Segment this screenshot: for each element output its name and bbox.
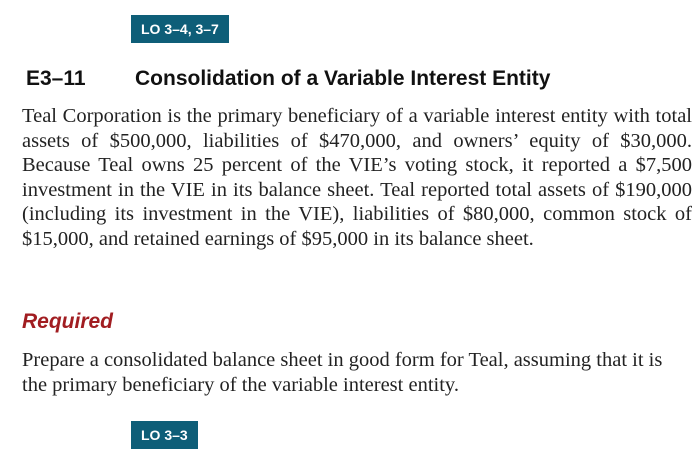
exercise-heading <box>26 66 550 92</box>
next-learning-objective-badge: LO 3–3 <box>131 421 198 449</box>
exercise-number: E3–11 <box>26 67 86 90</box>
exercise-body: Teal Corporation is the primary beneficiary of a variable interest entity with total assets of $500,000, liabilities of $470,000, and owners’ equity of $30,000. Because Teal owns 25 percent of the VIE’s voting stock, it reported a $7,500 investment in the VIE in its balance sheet. Teal reported total assets of $190,000 (including its investment in the VIE), liabilities of $80,000, common stock of $15,000, and retained earnings of $95,000 in its balance sheet. <box>22 105 692 250</box>
learning-objective-badge: LO 3–4, 3–7 <box>131 15 229 43</box>
exercise-title: Consolidation of a Variable Interest Entity <box>135 67 551 90</box>
required-heading: Required <box>22 310 114 333</box>
required-text: Prepare a consolidated balance sheet in good form for Teal, assuming that it is the primary beneficiary of the variable interest entity. <box>22 349 663 396</box>
